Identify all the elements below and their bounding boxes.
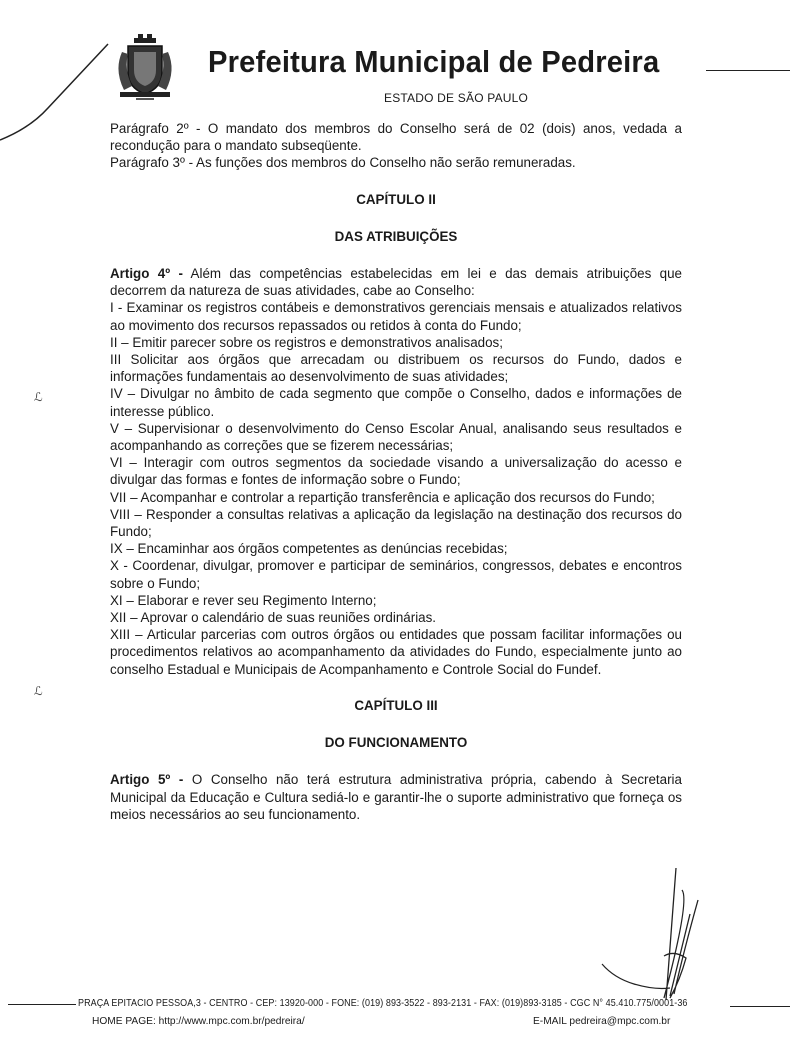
paragraph-2: Parágrafo 2º - O mandato dos membros do Conselho será de 02 (dois) anos, vedada a recondução para o mandato subseqüente.	[110, 121, 682, 154]
municipality-title: Prefeitura Municipal de Pedreira	[208, 44, 660, 79]
signature-icon	[594, 860, 734, 1020]
footer-rule	[8, 1004, 76, 1005]
margin-mark: ℒ	[34, 390, 43, 404]
list-item: XIII – Articular parcerias com outros órgãos ou entidades que possam facilitar informações ou procedimentos relativos ao acompanhamento da atividades do Fundo, especialmente junto ao conselho Estadual e Municipais de Acompanhamento e Controle Social do Fundef.	[110, 627, 682, 677]
paragraph-3: Parágrafo 3º - As funções dos membros do Conselho não serão remuneradas.	[110, 155, 576, 171]
footer-homepage: HOME PAGE: http://www.mpc.com.br/pedreira/	[92, 1016, 305, 1027]
coat-of-arms-icon	[112, 32, 178, 102]
list-item: V – Supervisionar o desenvolvimento do Censo Escolar Anual, analisando seus resultados e acompanhando as correções que se fizerem necessárias;	[110, 420, 682, 454]
list-item: III Solicitar aos órgãos que arrecadam ou distribuem os recursos do Fundo, dados e informações fundamentais ao desenvolvimento de suas atividades;	[110, 352, 682, 385]
article-5	[110, 771, 682, 823]
footer-address: PRAÇA EPITACIO PESSOA,3 - CENTRO - CEP: 13920-000 - FONE: (019) 893-3522 - 893-2131 - FAX: (019)893-3185 - CGC N° 45.410.775/0001-36	[78, 998, 688, 1009]
list-item: VII – Acompanhar e controlar a repartição transferência e aplicação dos recursos do Fundo;	[110, 489, 655, 505]
article-text: O Conselho não terá estrutura administrativa própria, cabendo à Secretaria Municipal da Educação e Cultura sediá-lo e garantir-lhe o suporte administrativo que forneça os meios necessários ao seu funcionamento.	[110, 772, 682, 822]
article-text: Além das competências estabelecidas em lei e das demais atribuições que decorrem da natureza de suas atividades, cabe ao Conselho:	[110, 266, 682, 299]
list-item: XII – Aprovar o calendário de suas reuniões ordinárias.	[110, 610, 437, 626]
header-rule	[706, 70, 790, 71]
list-item: IX – Encaminhar aos órgãos competentes as denúncias recebidas;	[110, 541, 508, 557]
document-body	[110, 120, 682, 823]
chapter-title: CAPÍTULO II	[356, 191, 436, 207]
article-4	[110, 265, 682, 299]
chapter-subtitle: DAS ATRIBUIÇÕES	[334, 228, 458, 244]
list-item: X - Coordenar, divulgar, promover e participar de seminários, congressos, debates e encontros sobre o Fundo;	[110, 558, 682, 591]
list-item: IV – Divulgar no âmbito de cada segmento que compõe o Conselho, dados e informações de interesse público.	[110, 386, 682, 419]
article-label: Artigo 5º -	[110, 772, 184, 788]
list-item: I - Examinar os registros contábeis e demonstrativos gerenciais mensais e atualizados relativos ao movimento dos recursos repassados ou retidos à conta do Fundo;	[110, 300, 682, 333]
footer-rule	[730, 1006, 790, 1007]
footer-email: E-MAIL pedreira@mpc.com.br	[533, 1016, 671, 1027]
article-label: Artigo 4º -	[110, 266, 183, 282]
list-item: II – Emitir parecer sobre os registros e demonstrativos analisados;	[110, 334, 503, 350]
chapter-subtitle: DO FUNCIONAMENTO	[324, 735, 468, 751]
list-item: VI – Interagir com outros segmentos da sociedade visando a universalização do acesso e divulgar das formas e fontes de informação sobre o Fundo;	[110, 455, 682, 488]
corner-stroke	[0, 0, 110, 150]
margin-mark: ℒ	[34, 684, 43, 698]
list-item: VIII – Responder a consultas relativas a aplicação da legislação na destinação dos recursos do Fundo;	[110, 506, 682, 540]
state-subtitle: ESTADO DE SÃO PAULO	[384, 91, 529, 105]
list-item: XI – Elaborar e rever seu Regimento Interno;	[110, 592, 377, 608]
chapter-title: CAPÍTULO III	[354, 697, 438, 713]
